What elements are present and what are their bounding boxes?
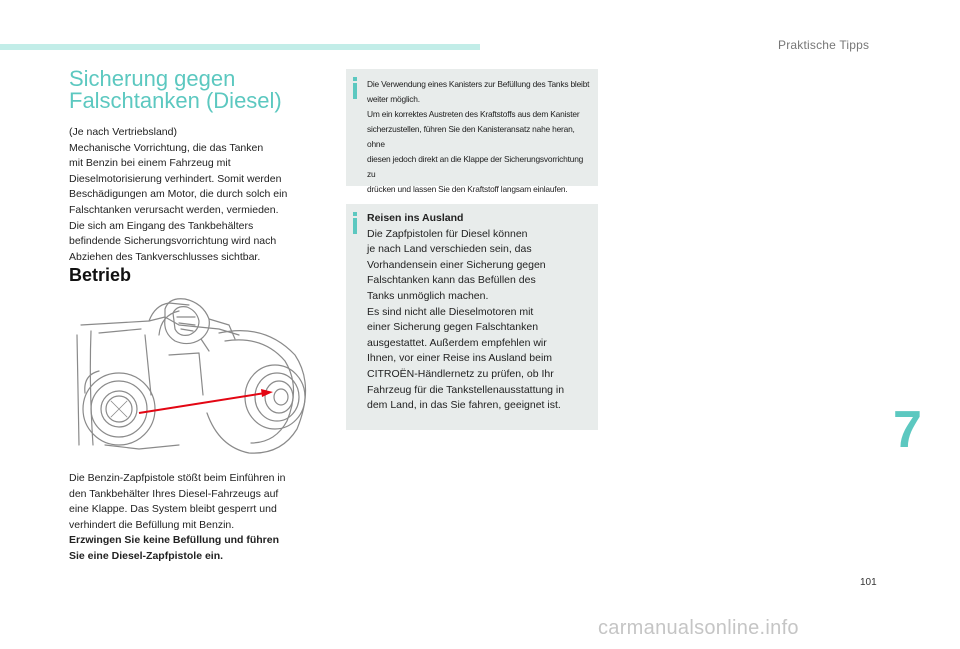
info-line: einer Sicherung gegen Falschtanken	[367, 321, 539, 334]
info-icon	[350, 212, 360, 234]
chapter-number: 7	[893, 401, 922, 459]
info-line: dem Land, in das Sie fahren, geeignet ist.	[367, 399, 561, 412]
subheading: Betrieb	[69, 265, 132, 285]
info-heading: Reisen ins Ausland	[367, 212, 464, 224]
intro-line: (Je nach Vertriebsland)	[69, 126, 177, 138]
info-line: Vorhandensein einer Sicherung gegen	[367, 258, 546, 271]
warning-line: Erzwingen Sie keine Befüllung und führen	[69, 534, 280, 547]
intro-line: Abziehen des Tankverschlusses sichtbar.	[69, 250, 261, 263]
info-line: Es sind nicht alle Dieselmotoren mit	[367, 305, 534, 318]
info-line: weiter möglich.	[367, 94, 420, 104]
info-line: Die Zapfpistolen für Diesel können	[367, 227, 528, 240]
body-line: verhindert die Befüllung mit Benzin.	[69, 518, 235, 531]
info-box-canister	[346, 69, 598, 194]
info-line: Falschtanken kann das Befüllen des	[367, 274, 536, 287]
info-line: drücken und lassen Sie den Kraftstoff langsam einlaufen.	[367, 184, 568, 194]
info-line: ausgestattet. Außerdem empfehlen wir	[367, 336, 547, 349]
operation-text	[69, 471, 324, 565]
intro-line: Falschtanken verursacht werden, vermieden.	[69, 203, 279, 216]
intro-line: Dieselmotorisierung verhindert. Somit werden	[69, 172, 282, 185]
body-line: eine Klappe. Das System bleibt gesperrt und	[69, 503, 277, 516]
warning-line: Sie eine Diesel-Zapfpistole ein.	[69, 549, 224, 562]
fuel-cap-illustration	[69, 295, 319, 458]
section-title: Praktische Tipps	[778, 38, 870, 52]
intro-line: befindende Sicherungsvorrichtung wird nach	[69, 235, 277, 248]
intro-line: Beschädigungen am Motor, die durch solch ein	[69, 188, 288, 201]
page-title	[69, 68, 319, 112]
info-line: Um ein korrektes Austreten des Kraftstoffs aus dem Kanister	[367, 109, 580, 119]
info-line: Fahrzeug für die Tankstellenausstattung in	[367, 383, 565, 396]
info-line: je nach Land verschieden sein, das	[367, 243, 532, 256]
title-line: Sicherung gegen	[69, 66, 236, 91]
page-number: 101	[860, 577, 877, 588]
info-line: diesen jedoch direkt an die Klappe der Sicherungsvorrichtung zu	[367, 154, 584, 179]
info-box-abroad	[346, 204, 598, 430]
top-accent-bar	[0, 44, 480, 50]
info-icon	[350, 77, 360, 99]
body-line: den Tankbehälter Ihres Diesel-Fahrzeugs auf	[69, 487, 279, 500]
intro-line: Mechanische Vorrichtung, die das Tanken	[69, 141, 264, 154]
title-line: Falschtanken (Diesel)	[69, 88, 282, 113]
watermark: carmanualsonline.info	[598, 617, 799, 639]
info-line: Die Verwendung eines Kanisters zur Befüllung des Tanks bleibt	[367, 79, 590, 89]
info-line: CITROËN-Händlernetz zu prüfen, ob Ihr	[367, 367, 554, 380]
info-line: Ihnen, vor einer Reise ins Ausland beim	[367, 352, 553, 365]
info-line: Tanks unmöglich machen.	[367, 289, 489, 302]
intro-line: mit Benzin bei einem Fahrzeug mit	[69, 157, 231, 170]
intro-line: Die sich am Eingang des Tankbehälters	[69, 219, 254, 232]
info-line: sicherzustellen, führen Sie den Kanisteransatz nahe heran, ohne	[367, 124, 575, 149]
intro-paragraph	[69, 125, 324, 265]
body-line: Die Benzin-Zapfpistole stößt beim Einführen in	[69, 472, 286, 484]
